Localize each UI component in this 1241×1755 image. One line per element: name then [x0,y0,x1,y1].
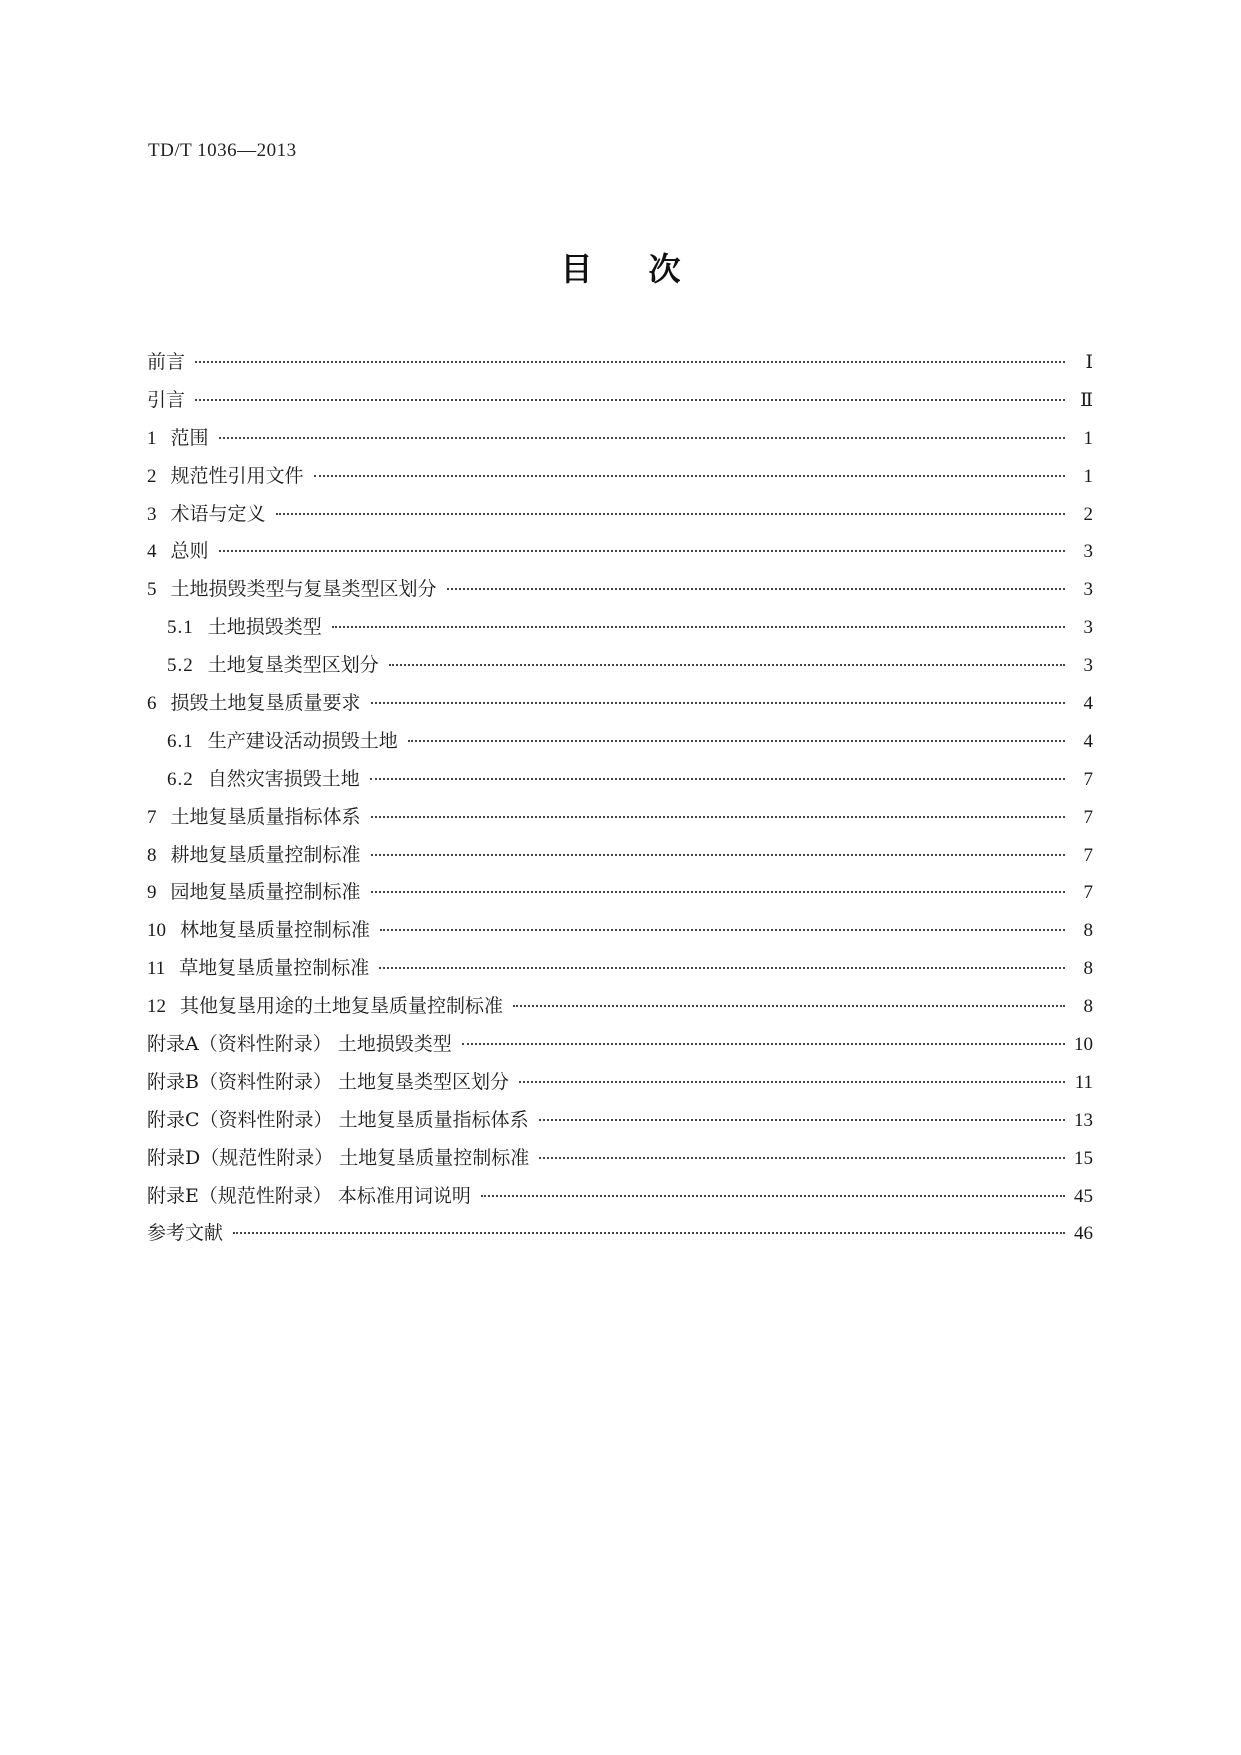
toc-entry-title: 其他复垦用途的土地复垦质量控制标准 [180,995,504,1018]
toc-entry-title: 土地损毁类型与复垦类型区划分 [170,578,437,601]
dot-leader [314,475,1065,477]
toc-entry[interactable] [147,877,1093,915]
dot-leader [408,740,1065,742]
toc-entry[interactable] [147,1105,1093,1143]
toc-entry-number: 2 [147,465,157,487]
toc-entry-page: Ⅰ [1085,352,1093,373]
toc-entry-number: 3 [147,503,157,525]
toc-subentry[interactable] [147,764,1093,802]
toc-entry-page: 3 [1083,579,1093,601]
toc-entry-title: 总则 [170,540,209,563]
toc-entry-number: 8 [147,844,157,866]
toc-entry-title: 生产建设活动损毁土地 [207,729,398,752]
toc-entry-page: 2 [1083,503,1093,525]
toc-entry-page: 4 [1083,693,1093,715]
toc-entry-page: 7 [1083,806,1093,828]
toc-entry-page: 4 [1083,730,1093,752]
toc-entry-title: 参考文献 [147,1222,224,1245]
toc-entry-number: 6.1 [167,730,194,752]
document-code: TD/T 1036—2013 [148,140,297,161]
toc-entry[interactable] [147,423,1093,461]
toc-entry-page: 3 [1083,617,1093,639]
toc-entry-number: 10 [147,920,166,942]
toc-entry-page: 15 [1074,1147,1093,1169]
toc-entry[interactable] [147,1029,1093,1067]
toc-entry-number: 12 [147,996,166,1018]
toc-entry-title: 草地复垦质量控制标准 [179,957,370,980]
toc-entry-title: 土地损毁类型 [207,616,322,639]
dot-leader [519,1081,1065,1083]
table-of-contents [147,347,1093,1256]
toc-entry-page: 8 [1083,996,1093,1018]
toc-entry-number: 9 [147,882,157,904]
toc-entry[interactable] [147,499,1093,537]
dot-leader [389,664,1065,666]
toc-entry[interactable] [147,802,1093,840]
toc-entry-page: 13 [1074,1109,1093,1131]
dot-leader [219,437,1065,439]
toc-entry-page: 3 [1083,541,1093,563]
toc-entry-number: 6 [147,693,157,715]
toc-entry-page: 46 [1074,1223,1093,1245]
dot-leader [195,399,1065,401]
toc-entry-title: 耕地复垦质量控制标准 [170,843,361,866]
toc-entry[interactable] [147,1143,1093,1181]
dot-leader [379,967,1065,969]
dot-leader [539,1157,1065,1159]
toc-entry-number: 11 [147,958,166,980]
toc-heading: 目次 [560,250,737,288]
toc-entry-title: 损毁土地复垦质量要求 [170,692,361,715]
toc-entry-number: 4 [147,541,157,563]
toc-entry[interactable] [147,991,1093,1029]
toc-entry-title: 附录E（规范性附录） 本标准用词说明 [147,1184,471,1207]
toc-entry[interactable] [147,347,1093,385]
dot-leader [233,1232,1065,1234]
toc-entry-page: 10 [1074,1034,1093,1056]
toc-entry[interactable] [147,536,1093,574]
toc-entry[interactable] [147,1218,1093,1256]
toc-subentry[interactable] [147,650,1093,688]
toc-entry-title: 园地复垦质量控制标准 [170,881,361,904]
dot-leader [370,778,1065,780]
dot-leader [371,702,1065,704]
toc-entry-title: 附录A（资料性附录） 土地损毁类型 [147,1033,452,1056]
toc-entry-title: 林地复垦质量控制标准 [180,919,371,942]
toc-entry-title: 范围 [170,426,209,449]
toc-entry-page: 7 [1083,882,1093,904]
toc-entry-number: 5.2 [167,655,194,677]
toc-entry[interactable] [147,915,1093,953]
toc-entry[interactable] [147,953,1093,991]
dot-leader [276,513,1065,515]
toc-entry-number: 6.2 [167,768,194,790]
toc-entry-page: 45 [1074,1185,1093,1207]
toc-entry-title: 前言 [147,351,186,373]
toc-entry-title: 附录C（资料性附录） 土地复垦质量指标体系 [147,1108,529,1131]
dot-leader [481,1195,1065,1197]
toc-entry-title: 术语与定义 [170,502,266,525]
toc-entry-page: 1 [1083,465,1093,487]
dot-leader [371,816,1065,818]
toc-entry-page: 8 [1083,958,1093,980]
toc-entry-title: 附录B（资料性附录） 土地复垦类型区划分 [147,1070,510,1093]
toc-entry-title: 土地复垦质量指标体系 [170,805,361,828]
toc-entry-number: 5 [147,579,157,601]
dot-leader [462,1043,1065,1045]
toc-entry-page: 7 [1083,768,1093,790]
toc-entry-title: 规范性引用文件 [170,464,304,487]
toc-entry-page: 8 [1083,920,1093,942]
dot-leader [371,854,1065,856]
toc-entry-page: Ⅱ [1080,389,1093,411]
toc-entry-page: 11 [1074,1071,1093,1093]
toc-entry[interactable] [147,1181,1093,1219]
toc-entry-page: 7 [1083,844,1093,866]
toc-entry-number: 7 [147,806,157,828]
dot-leader [332,626,1065,628]
toc-subentry[interactable] [147,612,1093,650]
toc-entry[interactable] [147,385,1093,423]
toc-entry-title: 引言 [147,388,186,411]
dot-leader [539,1119,1065,1121]
toc-entry[interactable] [147,1067,1093,1105]
toc-entry[interactable] [147,574,1093,612]
toc-entry-number: 1 [147,427,157,449]
toc-entry-title: 自然灾害损毁土地 [207,767,360,790]
dot-leader [195,361,1065,363]
dot-leader [219,550,1065,552]
dot-leader [513,1005,1065,1007]
dot-leader [447,588,1065,590]
dot-leader [371,891,1065,893]
toc-entry-number: 5.1 [167,617,194,639]
toc-entry[interactable] [147,688,1093,726]
toc-entry-title: 附录D（规范性附录） 土地复垦质量控制标准 [147,1146,530,1169]
toc-entry[interactable] [147,840,1093,878]
toc-entry[interactable] [147,461,1093,499]
toc-subentry[interactable] [147,726,1093,764]
dot-leader [380,929,1065,931]
toc-entry-title: 土地复垦类型区划分 [207,654,379,677]
toc-entry-page: 1 [1083,427,1093,449]
toc-entry-page: 3 [1083,655,1093,677]
